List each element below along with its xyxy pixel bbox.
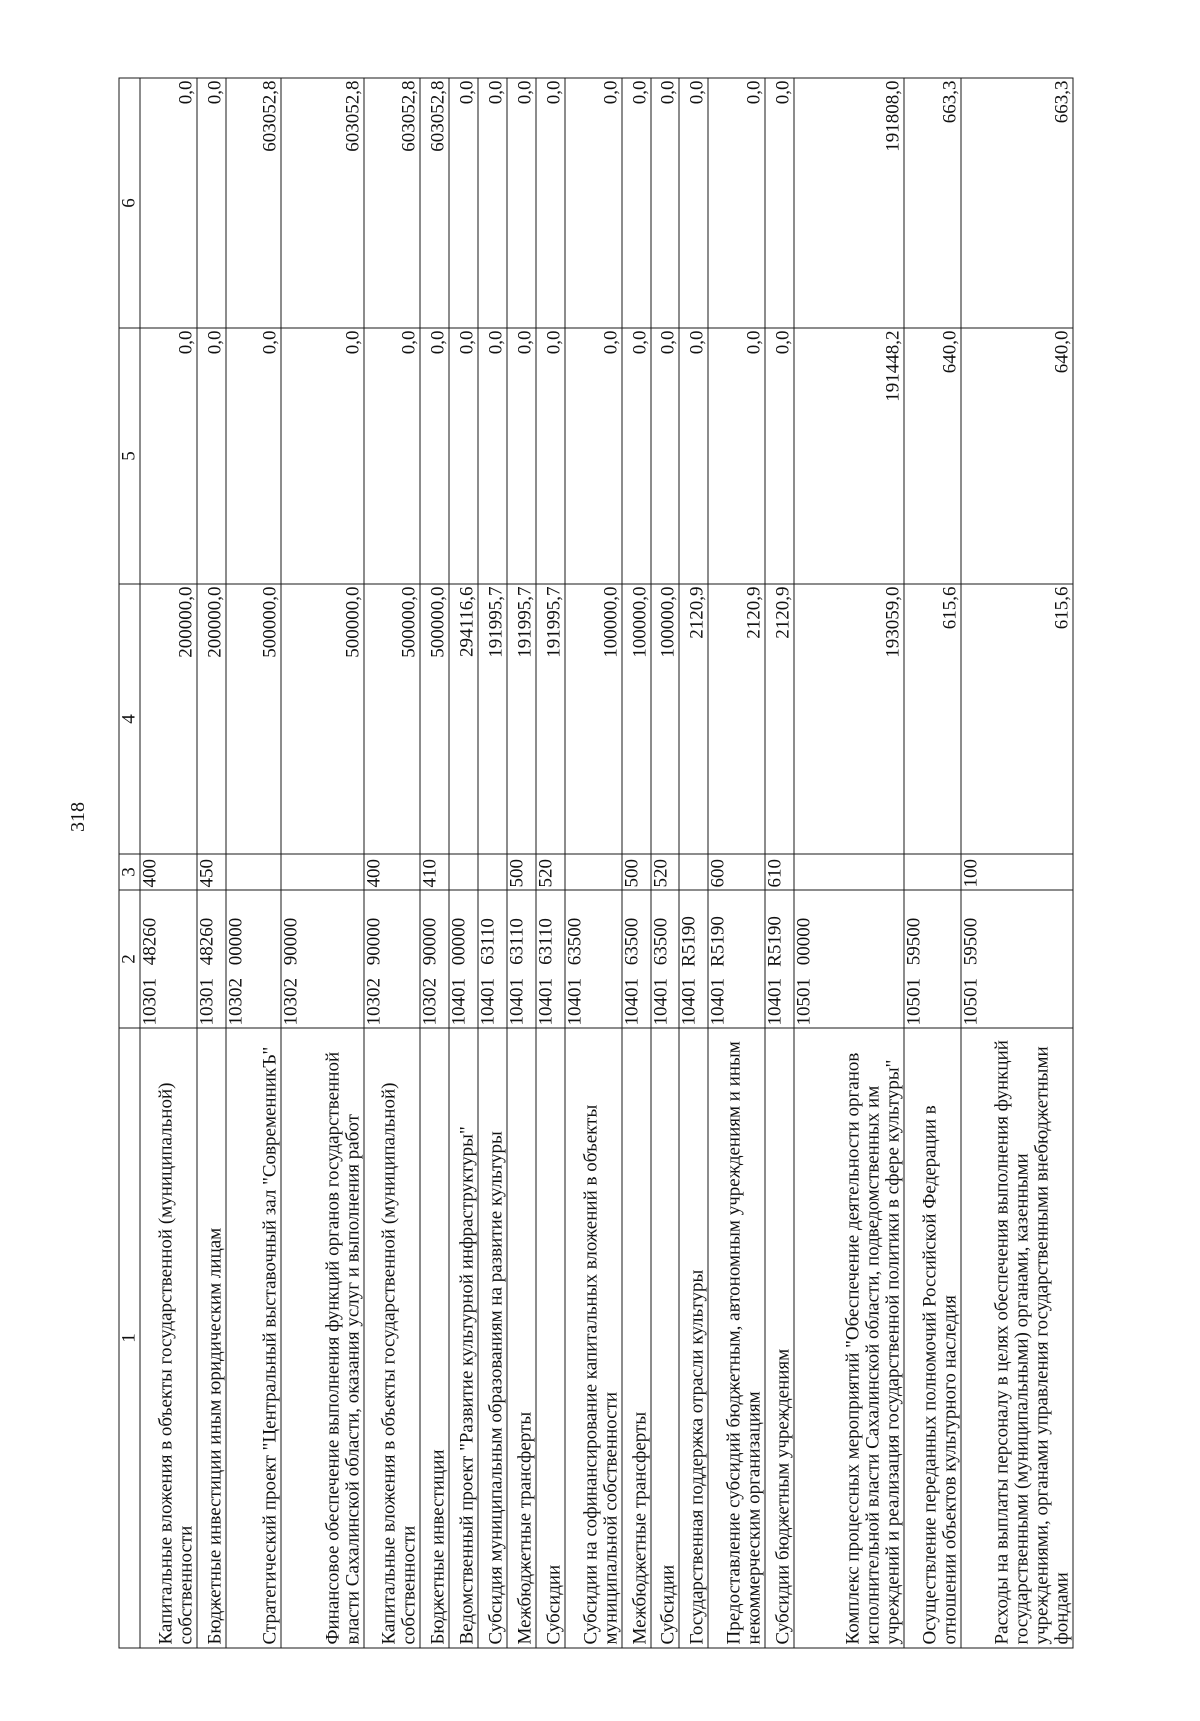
table-row — [765, 78, 794, 1648]
row-name: Расходы на выплаты персоналу в целях обеспечения выполнения функций государственными (муниципальными) органами, казенными учреждениями, органами управления государственными внебюджетными фондами — [961, 1028, 1073, 1648]
row-value-5: 0,0 — [765, 328, 794, 584]
row-code-direction: 59500 — [960, 917, 982, 966]
row-expense-type: 400 — [140, 854, 197, 890]
row-value-5: 0,0 — [507, 328, 536, 584]
row-expense-type — [281, 854, 364, 890]
row-expense-type — [679, 854, 708, 890]
row-value-6: 603052,8 — [226, 78, 281, 328]
row-value-6: 0,0 — [449, 78, 478, 328]
header-col-2: 2 — [119, 890, 140, 1028]
row-code-program: 10401 — [448, 978, 470, 1026]
row-value-6: 0,0 — [507, 78, 536, 328]
row-expense-type — [904, 854, 961, 890]
table-row — [794, 78, 904, 1648]
row-expense-type: 520 — [536, 854, 565, 890]
row-expense-type — [226, 854, 281, 890]
row-name: Ведомственный проект "Развитие культурной инфраструктуры" — [449, 1028, 478, 1648]
row-value-4: 100000,0 — [622, 584, 651, 854]
row-code — [197, 890, 226, 1028]
row-value-5: 191448,2 — [794, 328, 904, 584]
row-code-program: 10401 — [650, 978, 672, 1026]
row-code — [679, 890, 708, 1028]
row-code — [961, 890, 1073, 1028]
row-value-4: 2120,9 — [708, 584, 765, 854]
row-code-direction: 00000 — [793, 917, 815, 966]
row-value-6: 191808,0 — [794, 78, 904, 328]
row-code — [420, 890, 449, 1028]
row-value-6: 663,3 — [961, 78, 1073, 328]
table-row — [226, 78, 281, 1648]
table-row — [536, 78, 565, 1648]
row-expense-type: 100 — [961, 854, 1073, 890]
row-value-4: 294116,6 — [449, 584, 478, 854]
row-value-5: 0,0 — [420, 328, 449, 584]
table-row — [708, 78, 765, 1648]
row-code-direction: 48260 — [139, 917, 161, 966]
table-row — [420, 78, 449, 1648]
row-code-program: 10401 — [707, 978, 729, 1026]
row-expense-type: 600 — [708, 854, 765, 890]
row-name: Стратегический проект "Центральный выставочный зал "СовременникЪ" — [226, 1028, 281, 1648]
row-value-4: 615,6 — [961, 584, 1073, 854]
row-code-direction: 63110 — [506, 918, 528, 965]
row-expense-type — [794, 854, 904, 890]
row-value-6: 0,0 — [478, 78, 507, 328]
header-col-4: 4 — [119, 584, 140, 854]
row-code — [765, 890, 794, 1028]
row-name: Межбюджетные трансферты — [622, 1028, 651, 1648]
table-row — [622, 78, 651, 1648]
row-name: Субсидии — [536, 1028, 565, 1648]
row-code-program: 10501 — [960, 978, 982, 1026]
row-name: Капитальные вложения в объекты государственной (муниципальной) собственности — [140, 1028, 197, 1648]
table-row — [140, 78, 197, 1648]
row-code — [536, 890, 565, 1028]
table-row — [904, 78, 961, 1648]
row-name: Межбюджетные трансферты — [507, 1028, 536, 1648]
row-code-program: 10401 — [564, 978, 586, 1026]
row-value-4: 191995,7 — [478, 584, 507, 854]
row-value-4: 500000,0 — [420, 584, 449, 854]
row-value-4: 500000,0 — [281, 584, 364, 854]
row-code-direction: 63110 — [477, 918, 499, 965]
rotated-table-container — [119, 79, 1074, 1649]
row-value-6: 0,0 — [536, 78, 565, 328]
row-value-4: 615,6 — [904, 584, 961, 854]
row-value-5: 0,0 — [536, 328, 565, 584]
header-row — [119, 78, 140, 1648]
row-code-program: 10302 — [280, 978, 302, 1026]
row-code — [281, 890, 364, 1028]
row-value-4: 191995,7 — [507, 584, 536, 854]
row-code — [507, 890, 536, 1028]
row-value-5: 0,0 — [364, 328, 421, 584]
row-value-5: 0,0 — [708, 328, 765, 584]
row-code-direction: 59500 — [903, 917, 925, 966]
table-row — [281, 78, 364, 1648]
row-value-6: 0,0 — [708, 78, 765, 328]
row-code-program: 10302 — [225, 978, 247, 1026]
row-value-6: 0,0 — [622, 78, 651, 328]
row-code-program: 10301 — [196, 978, 218, 1026]
row-code — [794, 890, 904, 1028]
row-code-direction: 90000 — [280, 917, 302, 966]
table-row — [961, 78, 1073, 1648]
row-value-5: 0,0 — [565, 328, 622, 584]
row-code — [140, 890, 197, 1028]
header-col-6: 6 — [119, 78, 140, 328]
table-row — [507, 78, 536, 1648]
row-name: Капитальные вложения в объекты государственной (муниципальной) собственности — [364, 1028, 421, 1648]
row-code-direction: 63500 — [564, 917, 586, 966]
row-code-program: 10302 — [363, 978, 385, 1026]
header-col-1: 1 — [119, 1028, 140, 1648]
row-value-4: 100000,0 — [651, 584, 680, 854]
row-code — [708, 890, 765, 1028]
row-code-direction: 63500 — [621, 917, 643, 966]
row-code — [565, 890, 622, 1028]
table-row — [478, 78, 507, 1648]
row-value-4: 200000,0 — [140, 584, 197, 854]
header-col-5: 5 — [119, 328, 140, 584]
row-name: Бюджетные инвестиции иным юридическим лицам — [197, 1028, 226, 1648]
row-value-6: 0,0 — [679, 78, 708, 328]
row-name: Осуществление переданных полномочий Российской Федерации в отношении объектов культурного наследия — [904, 1028, 961, 1648]
row-value-5: 0,0 — [197, 328, 226, 584]
row-code-program: 10401 — [621, 978, 643, 1026]
row-code-program: 10302 — [419, 978, 441, 1026]
row-name: Финансовое обеспечение выполнения функций органов государственной власти Сахалинской области, оказания услуг и выполнения работ — [281, 1028, 364, 1648]
row-code-direction: 63110 — [535, 918, 557, 965]
row-value-6: 603052,8 — [364, 78, 421, 328]
row-name: Субсидии бюджетным учреждениям — [765, 1028, 794, 1648]
row-value-5: 0,0 — [449, 328, 478, 584]
row-expense-type — [449, 854, 478, 890]
row-expense-type — [565, 854, 622, 890]
row-code-direction: 90000 — [363, 917, 385, 966]
row-code — [651, 890, 680, 1028]
row-expense-type: 450 — [197, 854, 226, 890]
row-value-5: 0,0 — [622, 328, 651, 584]
row-code-direction: R5190 — [678, 916, 700, 967]
table-row — [565, 78, 622, 1648]
row-value-6: 0,0 — [140, 78, 197, 328]
row-value-6: 0,0 — [765, 78, 794, 328]
row-code-direction: 00000 — [448, 917, 470, 966]
row-value-5: 640,0 — [904, 328, 961, 584]
table-row — [197, 78, 226, 1648]
row-value-5: 0,0 — [679, 328, 708, 584]
row-expense-type: 410 — [420, 854, 449, 890]
row-code-direction: 63500 — [650, 917, 672, 966]
row-value-6: 0,0 — [197, 78, 226, 328]
row-expense-type — [478, 854, 507, 890]
row-expense-type: 610 — [765, 854, 794, 890]
row-code-program: 10401 — [506, 978, 528, 1026]
row-code — [622, 890, 651, 1028]
row-code-direction: 00000 — [225, 917, 247, 966]
row-code-direction: 90000 — [419, 917, 441, 966]
row-name: Государственная поддержка отрасли культуры — [679, 1028, 708, 1648]
row-name: Предоставление субсидий бюджетным, автономным учреждениям и иным некоммерческим организациям — [708, 1028, 765, 1648]
row-value-6: 603052,8 — [281, 78, 364, 328]
row-expense-type: 520 — [651, 854, 680, 890]
row-value-4: 100000,0 — [565, 584, 622, 854]
row-code-program: 10401 — [678, 978, 700, 1026]
row-value-4: 500000,0 — [364, 584, 421, 854]
row-value-5: 0,0 — [651, 328, 680, 584]
row-code — [478, 890, 507, 1028]
row-value-5: 640,0 — [961, 328, 1073, 584]
row-value-4: 500000,0 — [226, 584, 281, 854]
table-row — [449, 78, 478, 1648]
page-number: 318 — [67, 802, 89, 832]
row-value-6: 663,3 — [904, 78, 961, 328]
row-value-4: 2120,9 — [765, 584, 794, 854]
row-code-program: 10301 — [139, 978, 161, 1026]
row-name: Субсидии на софинансирование капитальных вложений в объекты муниципальной собственности — [565, 1028, 622, 1648]
table-row — [364, 78, 421, 1648]
row-expense-type: 400 — [364, 854, 421, 890]
row-value-5: 0,0 — [478, 328, 507, 584]
row-code-program: 10401 — [764, 978, 786, 1026]
row-value-5: 0,0 — [281, 328, 364, 584]
table-row — [651, 78, 680, 1648]
row-value-6: 0,0 — [651, 78, 680, 328]
row-code-program: 10401 — [535, 978, 557, 1026]
row-code — [904, 890, 961, 1028]
row-expense-type: 500 — [507, 854, 536, 890]
row-value-4: 2120,9 — [679, 584, 708, 854]
row-name: Бюджетные инвестиции — [420, 1028, 449, 1648]
row-code-direction: R5190 — [707, 916, 729, 967]
row-name: Субсидии — [651, 1028, 680, 1648]
row-value-4: 200000,0 — [197, 584, 226, 854]
row-value-4: 191995,7 — [536, 584, 565, 854]
row-code-direction: 48260 — [196, 917, 218, 966]
row-value-6: 0,0 — [565, 78, 622, 328]
row-code-program: 10401 — [477, 978, 499, 1026]
row-code-direction: R5190 — [764, 916, 786, 967]
row-code — [449, 890, 478, 1028]
row-code-program: 10501 — [903, 978, 925, 1026]
row-name: Субсидия муниципальным образованиям на развитие культуры — [478, 1028, 507, 1648]
row-value-6: 603052,8 — [420, 78, 449, 328]
row-name: Комплекс процессных мероприятий "Обеспечение деятельности органов исполнительной власти Сахалинской области, подведомственных им учреждений и реализация государственной политики в сфере культуры" — [794, 1028, 904, 1648]
budget-table — [119, 78, 1074, 1649]
row-code-program: 10501 — [793, 978, 815, 1026]
row-expense-type: 500 — [622, 854, 651, 890]
row-code — [226, 890, 281, 1028]
row-value-5: 0,0 — [226, 328, 281, 584]
header-col-3: 3 — [119, 854, 140, 890]
row-value-5: 0,0 — [140, 328, 197, 584]
row-value-4: 193059,0 — [794, 584, 904, 854]
row-code — [364, 890, 421, 1028]
table-row — [679, 78, 708, 1648]
